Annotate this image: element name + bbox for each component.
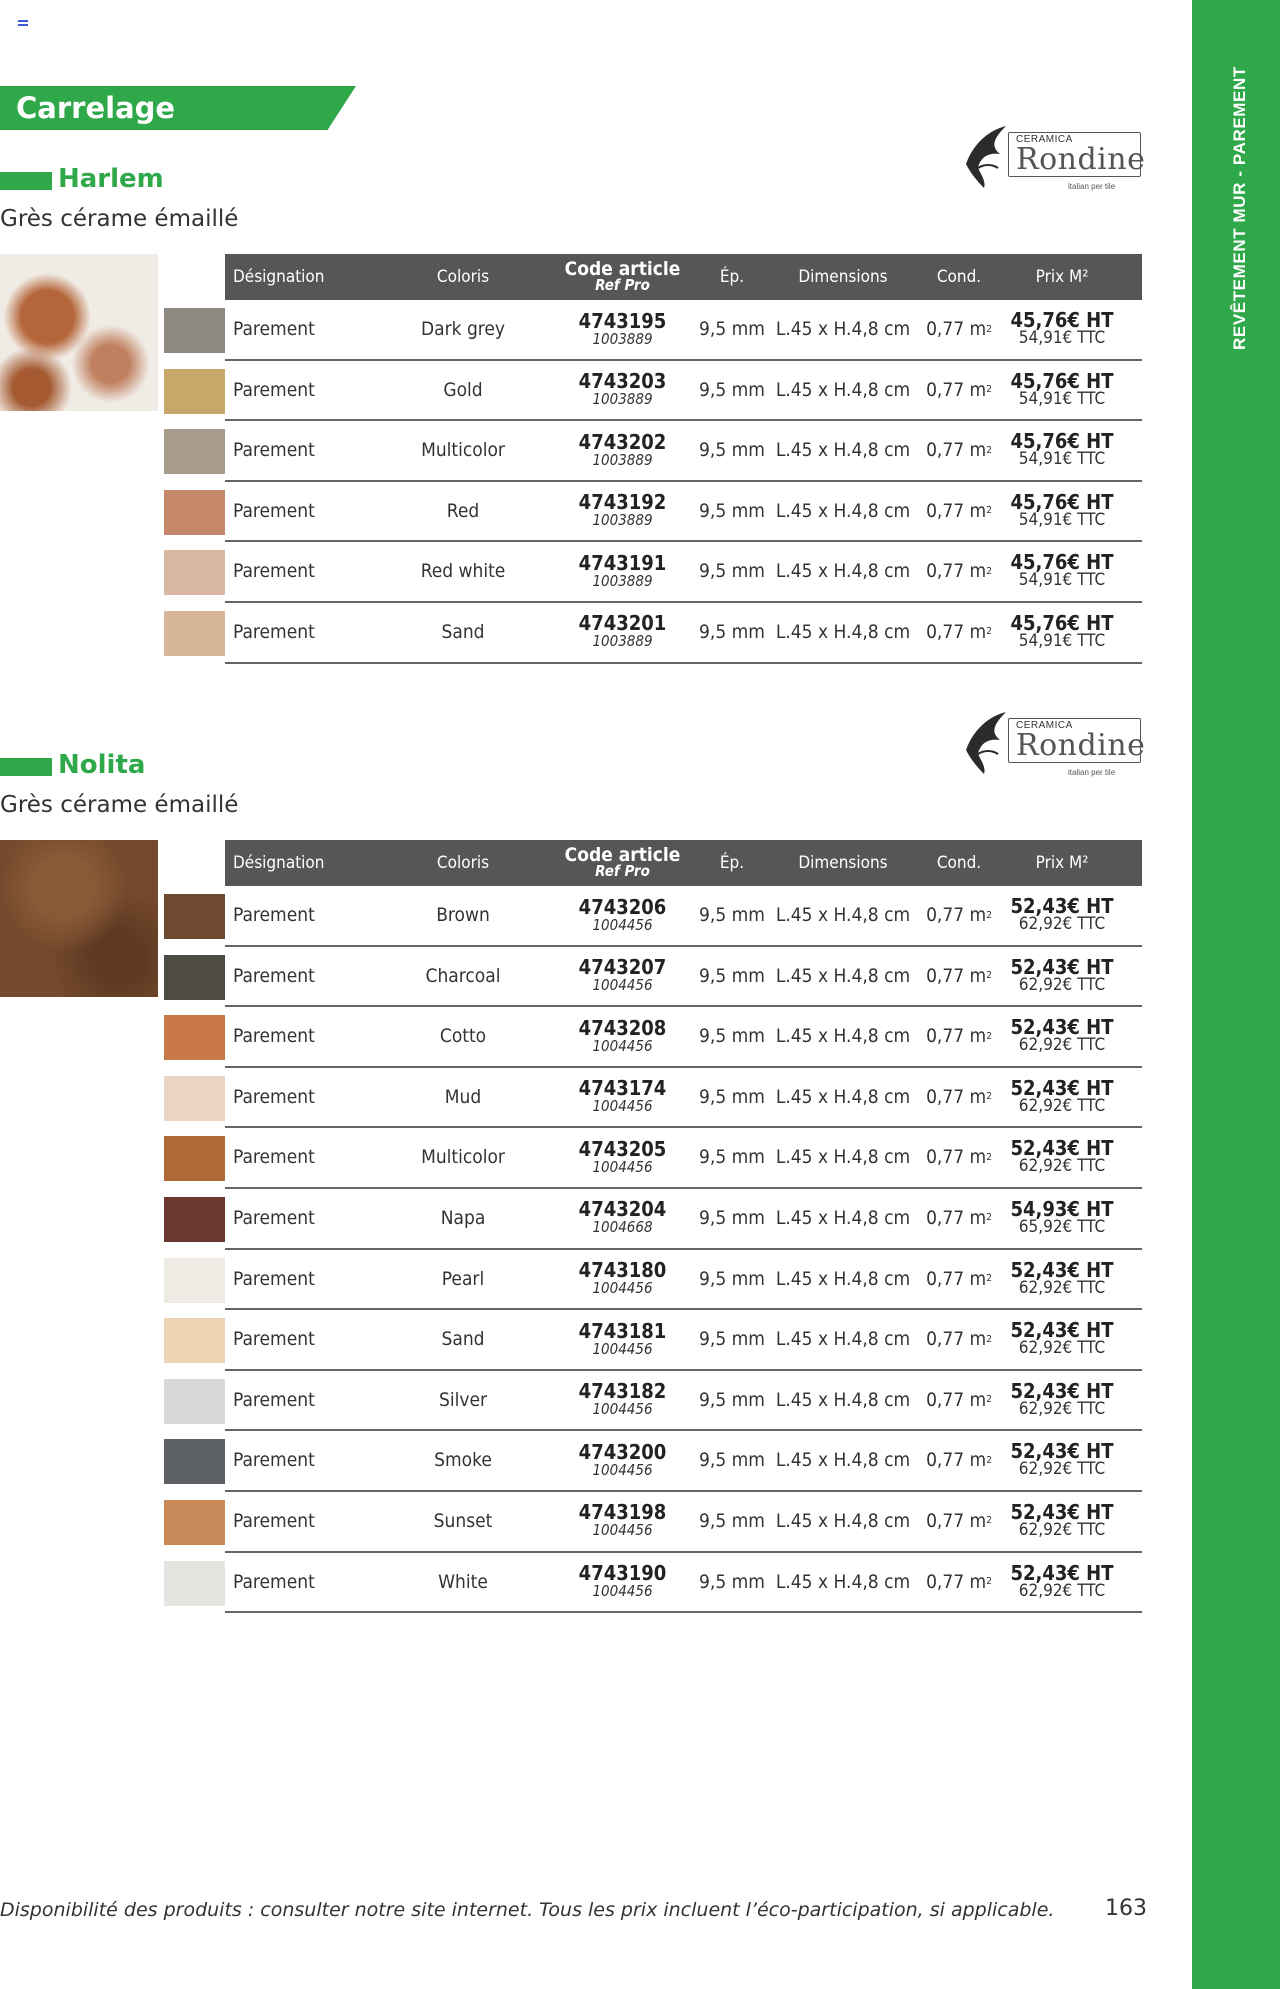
coloris-cell: Mud xyxy=(444,1085,482,1108)
dimensions-cell: L.45 x H.4,8 cm xyxy=(775,1570,911,1593)
article-code: 4743174 xyxy=(578,1076,667,1101)
price-ht: 52,43€ HT xyxy=(1010,1378,1114,1403)
coloris-cell: Multicolor xyxy=(421,1146,505,1169)
thickness-cell: 9,5 mm xyxy=(699,318,765,340)
designation-cell: Parement xyxy=(233,560,315,583)
dimensions-cell: L.45 x H.4,8 cm xyxy=(775,439,911,462)
article-code: 4743200 xyxy=(578,1439,667,1464)
ref-pro: 1004456 xyxy=(592,1279,653,1298)
column-header-label: Dimensions xyxy=(798,267,888,287)
dimensions-cell: L.45 x H.4,8 cm xyxy=(775,560,911,583)
price-cell xyxy=(1002,1492,1122,1550)
cond-unit-exponent: 2 xyxy=(986,323,992,335)
article-code: 4743201 xyxy=(578,611,667,636)
cond-cell xyxy=(908,1492,1010,1550)
cond-value: 0,77 m xyxy=(926,1085,987,1108)
column-header-designation xyxy=(233,840,343,886)
cond-unit-exponent: 2 xyxy=(986,1030,992,1042)
designation-cell: Parement xyxy=(233,1025,315,1048)
table-row xyxy=(164,1068,1142,1129)
cond-value: 0,77 m xyxy=(926,318,987,340)
price-ht: 52,43€ HT xyxy=(1010,1015,1114,1040)
price-ttc: 62,92€ TTC xyxy=(1018,1035,1106,1056)
cond-value: 0,77 m xyxy=(926,439,987,462)
article-code: 4743206 xyxy=(578,894,667,919)
thickness-cell: 9,5 mm xyxy=(699,1146,765,1169)
price-ttc: 62,92€ TTC xyxy=(1018,1519,1106,1540)
thickness-cell: 9,5 mm xyxy=(699,1328,765,1351)
color-swatch xyxy=(164,1197,225,1242)
cond-value: 0,77 m xyxy=(926,1206,987,1229)
cond-unit-exponent: 2 xyxy=(986,1273,992,1285)
color-swatch xyxy=(164,429,225,474)
cond-value: 0,77 m xyxy=(926,1509,987,1532)
coloris-cell: Cotto xyxy=(439,1025,487,1048)
thickness-cell: 9,5 mm xyxy=(699,1025,765,1048)
price-cell xyxy=(1002,886,1122,944)
ref-pro: 1003889 xyxy=(592,571,653,590)
price-cell xyxy=(1002,361,1122,419)
column-header-sublabel: Ref Pro xyxy=(595,862,650,880)
article-code: 4743207 xyxy=(578,955,667,980)
table-row xyxy=(164,603,1142,664)
cond-unit-exponent: 2 xyxy=(986,1151,992,1163)
ref-pro: 1004456 xyxy=(592,915,653,934)
designation-cell: Parement xyxy=(233,378,315,401)
table-row xyxy=(164,1492,1142,1553)
coloris-cell: Gold xyxy=(443,378,483,401)
harlem-table xyxy=(164,254,1142,664)
price-ttc: 54,91€ TTC xyxy=(1018,449,1106,470)
dimensions-cell: L.45 x H.4,8 cm xyxy=(775,1206,911,1229)
designation-cell: Parement xyxy=(233,1328,315,1351)
article-code: 4743198 xyxy=(578,1500,667,1525)
designation-cell: Parement xyxy=(233,1146,315,1169)
table-row xyxy=(164,1310,1142,1371)
menu-icon xyxy=(18,20,28,26)
cond-cell xyxy=(908,300,1010,358)
price-cell xyxy=(1002,1068,1122,1126)
price-ht: 45,76€ HT xyxy=(1010,368,1114,393)
cond-value: 0,77 m xyxy=(926,1449,987,1472)
ref-pro: 1004456 xyxy=(592,1157,653,1176)
cond-cell xyxy=(908,886,1010,944)
row-divider xyxy=(225,1611,1142,1613)
cond-cell xyxy=(908,1371,1010,1429)
cond-unit-exponent: 2 xyxy=(986,626,992,638)
price-cell xyxy=(1002,1553,1122,1611)
article-code: 4743191 xyxy=(578,550,667,575)
cond-value: 0,77 m xyxy=(926,499,987,522)
price-ht: 45,76€ HT xyxy=(1010,550,1114,575)
ref-pro: 1003889 xyxy=(592,329,653,348)
thickness-cell: 9,5 mm xyxy=(699,904,765,926)
dimensions-cell: L.45 x H.4,8 cm xyxy=(775,1267,911,1290)
section-title-nolita: Nolita xyxy=(58,750,146,780)
table-row xyxy=(164,1128,1142,1189)
cond-value: 0,77 m xyxy=(926,1267,987,1290)
side-label: REVÊTEMENT MUR - PAREMENT xyxy=(1230,66,1249,350)
price-ht: 52,43€ HT xyxy=(1010,1439,1114,1464)
article-code: 4743181 xyxy=(578,1318,667,1343)
ref-pro: 1004456 xyxy=(592,1339,653,1358)
dimensions-cell: L.45 x H.4,8 cm xyxy=(775,964,911,987)
cond-value: 0,77 m xyxy=(926,1146,987,1169)
table-row xyxy=(164,1007,1142,1068)
thickness-cell: 9,5 mm xyxy=(699,1509,765,1532)
price-ht: 52,43€ HT xyxy=(1010,1075,1114,1100)
row-divider xyxy=(225,662,1142,664)
dimensions-cell: L.45 x H.4,8 cm xyxy=(775,1146,911,1169)
price-ttc: 62,92€ TTC xyxy=(1018,914,1106,934)
designation-cell: Parement xyxy=(233,1570,315,1593)
color-swatch xyxy=(164,1258,225,1303)
ref-pro: 1004456 xyxy=(592,1400,653,1419)
price-ht: 52,43€ HT xyxy=(1010,894,1114,918)
cond-cell xyxy=(908,947,1010,1005)
dimensions-cell: L.45 x H.4,8 cm xyxy=(775,1388,911,1411)
color-swatch xyxy=(164,308,225,353)
color-swatch xyxy=(164,1318,225,1363)
price-ht: 45,76€ HT xyxy=(1010,308,1114,332)
cond-value: 0,77 m xyxy=(926,964,987,987)
column-header-sublabel: Ref Pro xyxy=(595,276,650,294)
table-row xyxy=(164,482,1142,543)
thickness-cell: 9,5 mm xyxy=(699,1388,765,1411)
cond-unit-exponent: 2 xyxy=(986,1091,992,1103)
column-header-dimensions xyxy=(764,254,922,300)
article-code: 4743195 xyxy=(578,308,667,333)
price-cell xyxy=(1002,542,1122,600)
cond-unit-exponent: 2 xyxy=(986,384,992,396)
color-swatch xyxy=(164,550,225,595)
thickness-cell: 9,5 mm xyxy=(699,560,765,583)
color-swatch xyxy=(164,1439,225,1484)
price-ttc: 62,92€ TTC xyxy=(1018,1580,1106,1601)
thickness-cell: 9,5 mm xyxy=(699,439,765,462)
dimensions-cell: L.45 x H.4,8 cm xyxy=(775,318,911,340)
column-header-label: Cond. xyxy=(936,267,982,287)
price-ht: 52,43€ HT xyxy=(1010,954,1114,979)
cond-cell xyxy=(908,1310,1010,1368)
price-ht: 52,43€ HT xyxy=(1010,1136,1114,1161)
color-swatch xyxy=(164,1561,225,1606)
nolita-large-swatch xyxy=(0,840,158,997)
cond-value: 0,77 m xyxy=(926,620,987,643)
swallow-icon xyxy=(960,124,1012,190)
table-row xyxy=(164,1431,1142,1492)
cond-cell xyxy=(908,1553,1010,1611)
designation-cell: Parement xyxy=(233,964,315,987)
designation-cell: Parement xyxy=(233,439,315,462)
price-cell xyxy=(1002,421,1122,479)
swallow-icon xyxy=(960,710,1012,776)
color-swatch xyxy=(164,894,225,939)
article-code: 4743192 xyxy=(578,490,667,515)
price-cell xyxy=(1002,603,1122,661)
thickness-cell: 9,5 mm xyxy=(699,964,765,987)
cond-value: 0,77 m xyxy=(926,904,987,926)
article-code: 4743204 xyxy=(578,1197,667,1222)
coloris-cell: Sunset xyxy=(433,1509,493,1532)
table-row xyxy=(164,300,1142,361)
column-header-cond xyxy=(908,840,1010,886)
ref-pro: 1004456 xyxy=(592,976,653,995)
cond-value: 0,77 m xyxy=(926,1328,987,1351)
designation-cell: Parement xyxy=(233,904,315,926)
column-header-label: Prix M² xyxy=(1035,267,1089,287)
coloris-cell: Brown xyxy=(436,904,490,926)
price-ttc: 62,92€ TTC xyxy=(1018,1338,1106,1359)
rondine-logo: CERAMICA Rondine italian per tile xyxy=(960,706,1150,778)
color-swatch xyxy=(164,490,225,535)
price-ht: 52,43€ HT xyxy=(1010,1257,1114,1282)
cond-unit-exponent: 2 xyxy=(986,1576,992,1588)
thickness-cell: 9,5 mm xyxy=(699,1206,765,1229)
coloris-cell: Pearl xyxy=(441,1267,485,1290)
designation-cell: Parement xyxy=(233,1449,315,1472)
article-code: 4743182 xyxy=(578,1379,667,1404)
column-header-prix xyxy=(1002,254,1122,300)
price-ttc: 54,91€ TTC xyxy=(1018,570,1106,591)
section-title-harlem: Harlem xyxy=(58,164,164,194)
column-header-label: Ép. xyxy=(719,853,745,873)
column-header-label: Dimensions xyxy=(798,853,888,873)
price-ttc: 65,92€ TTC xyxy=(1018,1216,1106,1237)
cond-value: 0,77 m xyxy=(926,1025,987,1048)
cond-cell xyxy=(908,1007,1010,1065)
price-ttc: 54,91€ TTC xyxy=(1018,509,1106,530)
price-cell xyxy=(1002,1431,1122,1489)
cond-cell xyxy=(908,361,1010,419)
section-subtitle-harlem: Grès cérame émaillé xyxy=(0,206,239,232)
coloris-cell: Multicolor xyxy=(421,439,505,462)
coloris-cell: Red xyxy=(446,499,480,522)
coloris-cell: Smoke xyxy=(434,1449,492,1472)
cond-unit-exponent: 2 xyxy=(986,1454,992,1466)
cond-unit-exponent: 2 xyxy=(986,1212,992,1224)
color-swatch xyxy=(164,955,225,1000)
table-row xyxy=(164,1553,1142,1614)
thickness-cell: 9,5 mm xyxy=(699,620,765,643)
article-code: 4743202 xyxy=(578,429,667,454)
price-ttc: 62,92€ TTC xyxy=(1018,1459,1106,1480)
coloris-cell: Sand xyxy=(441,620,485,643)
cond-value: 0,77 m xyxy=(926,1388,987,1411)
article-code: 4743203 xyxy=(578,369,667,394)
price-cell xyxy=(1002,1250,1122,1308)
column-header-label: Code article xyxy=(564,258,681,280)
section-marker xyxy=(0,172,52,190)
color-swatch xyxy=(164,369,225,414)
price-ht: 52,43€ HT xyxy=(1010,1499,1114,1524)
cond-cell xyxy=(908,421,1010,479)
dimensions-cell: L.45 x H.4,8 cm xyxy=(775,378,911,401)
coloris-cell: White xyxy=(438,1570,488,1593)
ref-pro: 1003889 xyxy=(592,450,653,469)
thickness-cell: 9,5 mm xyxy=(699,378,765,401)
table-row xyxy=(164,361,1142,422)
price-ttc: 54,91€ TTC xyxy=(1018,388,1106,409)
ref-pro: 1004456 xyxy=(592,1036,653,1055)
table-header xyxy=(164,254,1142,300)
table-row xyxy=(164,1371,1142,1432)
price-ht: 52,43€ HT xyxy=(1010,1560,1114,1585)
coloris-cell: Sand xyxy=(441,1328,485,1351)
column-header-label: Code article xyxy=(564,844,681,866)
cond-unit-exponent: 2 xyxy=(986,970,992,982)
price-cell xyxy=(1002,300,1122,358)
cond-unit-exponent: 2 xyxy=(986,505,992,517)
dimensions-cell: L.45 x H.4,8 cm xyxy=(775,904,911,926)
designation-cell: Parement xyxy=(233,1509,315,1532)
dimensions-cell: L.45 x H.4,8 cm xyxy=(775,1449,911,1472)
column-header-label: Cond. xyxy=(936,853,982,873)
coloris-cell: Dark grey xyxy=(420,318,506,340)
price-ttc: 62,92€ TTC xyxy=(1018,1095,1106,1116)
coloris-cell: Silver xyxy=(438,1388,487,1411)
thickness-cell: 9,5 mm xyxy=(699,1085,765,1108)
cond-cell xyxy=(908,482,1010,540)
page-number: 163 xyxy=(1105,1896,1147,1921)
designation-cell: Parement xyxy=(233,1085,315,1108)
dimensions-cell: L.45 x H.4,8 cm xyxy=(775,1025,911,1048)
cond-cell xyxy=(908,1189,1010,1247)
article-code: 4743208 xyxy=(578,1015,667,1040)
column-header-label: Coloris xyxy=(436,853,490,873)
coloris-cell: Napa xyxy=(440,1206,486,1229)
color-swatch xyxy=(164,1136,225,1181)
designation-cell: Parement xyxy=(233,1388,315,1411)
table-row xyxy=(164,421,1142,482)
price-ht: 45,76€ HT xyxy=(1010,429,1114,454)
footer-note: Disponibilité des produits : consulter notre site internet. Tous les prix incluent l’éco-participation, si applicable. xyxy=(0,1899,1055,1921)
price-cell xyxy=(1002,1310,1122,1368)
cond-unit-exponent: 2 xyxy=(986,1394,992,1406)
ref-pro: 1003889 xyxy=(592,511,653,530)
ref-pro: 1004456 xyxy=(592,1097,653,1116)
thickness-cell: 9,5 mm xyxy=(699,499,765,522)
cond-cell xyxy=(908,542,1010,600)
cond-unit-exponent: 2 xyxy=(986,565,992,577)
table-row xyxy=(164,947,1142,1008)
thickness-cell: 9,5 mm xyxy=(699,1570,765,1593)
nolita-table xyxy=(164,840,1142,1613)
ref-pro: 1003889 xyxy=(592,632,653,651)
column-header-label: Prix M² xyxy=(1035,853,1089,873)
dimensions-cell: L.45 x H.4,8 cm xyxy=(775,1509,911,1532)
table-row xyxy=(164,886,1142,947)
ref-pro: 1004456 xyxy=(592,1460,653,1479)
color-swatch xyxy=(164,1500,225,1545)
price-ht: 45,76€ HT xyxy=(1010,610,1114,635)
price-cell xyxy=(1002,1128,1122,1186)
price-cell xyxy=(1002,482,1122,540)
price-ttc: 62,92€ TTC xyxy=(1018,1277,1106,1298)
price-ttc: 54,91€ TTC xyxy=(1018,328,1106,348)
color-swatch xyxy=(164,1076,225,1121)
coloris-cell: Charcoal xyxy=(425,964,501,987)
dimensions-cell: L.45 x H.4,8 cm xyxy=(775,1085,911,1108)
price-ttc: 62,92€ TTC xyxy=(1018,1398,1106,1419)
color-swatch xyxy=(164,611,225,656)
article-code: 4743190 xyxy=(578,1561,667,1586)
dimensions-cell: L.45 x H.4,8 cm xyxy=(775,1328,911,1351)
category-title: Carrelage xyxy=(16,91,176,125)
cond-unit-exponent: 2 xyxy=(986,1333,992,1345)
cond-value: 0,77 m xyxy=(926,1570,987,1593)
cond-unit-exponent: 2 xyxy=(986,444,992,456)
cond-value: 0,77 m xyxy=(926,378,987,401)
column-header-label: Désignation xyxy=(233,267,325,287)
color-swatch xyxy=(164,1015,225,1060)
designation-cell: Parement xyxy=(233,620,315,643)
designation-cell: Parement xyxy=(233,1206,315,1229)
thickness-cell: 9,5 mm xyxy=(699,1267,765,1290)
ref-pro: 1004668 xyxy=(592,1218,653,1237)
cond-unit-exponent: 2 xyxy=(986,909,992,921)
column-header-cond xyxy=(908,254,1010,300)
dimensions-cell: L.45 x H.4,8 cm xyxy=(775,620,911,643)
price-cell xyxy=(1002,1189,1122,1247)
color-swatch xyxy=(164,1379,225,1424)
cond-cell xyxy=(908,1068,1010,1126)
column-header-label: Ép. xyxy=(719,267,745,287)
section-subtitle-nolita: Grès cérame émaillé xyxy=(0,792,239,818)
section-marker xyxy=(0,758,52,776)
article-code: 4743205 xyxy=(578,1136,667,1161)
thickness-cell: 9,5 mm xyxy=(699,1449,765,1472)
price-ttc: 54,91€ TTC xyxy=(1018,630,1106,651)
column-header-label: Désignation xyxy=(233,853,325,873)
dimensions-cell: L.45 x H.4,8 cm xyxy=(775,499,911,522)
price-ht: 54,93€ HT xyxy=(1010,1196,1114,1221)
cond-cell xyxy=(908,1250,1010,1308)
table-header xyxy=(164,840,1142,886)
column-header-prix xyxy=(1002,840,1122,886)
cond-unit-exponent: 2 xyxy=(986,1515,992,1527)
column-header-dimensions xyxy=(764,840,922,886)
price-ttc: 62,92€ TTC xyxy=(1018,974,1106,995)
cond-value: 0,77 m xyxy=(926,560,987,583)
price-ht: 45,76€ HT xyxy=(1010,489,1114,514)
ref-pro: 1004456 xyxy=(592,1521,653,1540)
price-cell xyxy=(1002,1007,1122,1065)
cond-cell xyxy=(908,603,1010,661)
harlem-large-swatch xyxy=(0,254,158,411)
coloris-cell: Red white xyxy=(420,560,506,583)
designation-cell: Parement xyxy=(233,1267,315,1290)
designation-cell: Parement xyxy=(233,318,315,340)
price-cell xyxy=(1002,1371,1122,1429)
table-row xyxy=(164,1189,1142,1250)
rondine-logo: CERAMICA Rondine italian per tile xyxy=(960,120,1150,192)
price-ttc: 62,92€ TTC xyxy=(1018,1156,1106,1177)
table-row xyxy=(164,1250,1142,1311)
price-cell xyxy=(1002,947,1122,1005)
column-header-designation xyxy=(233,254,343,300)
price-ht: 52,43€ HT xyxy=(1010,1318,1114,1343)
cond-cell xyxy=(908,1431,1010,1489)
ref-pro: 1004456 xyxy=(592,1582,653,1601)
column-header-label: Coloris xyxy=(436,267,490,287)
table-row xyxy=(164,542,1142,603)
designation-cell: Parement xyxy=(233,499,315,522)
article-code: 4743180 xyxy=(578,1258,667,1283)
ref-pro: 1003889 xyxy=(592,390,653,409)
cond-cell xyxy=(908,1128,1010,1186)
